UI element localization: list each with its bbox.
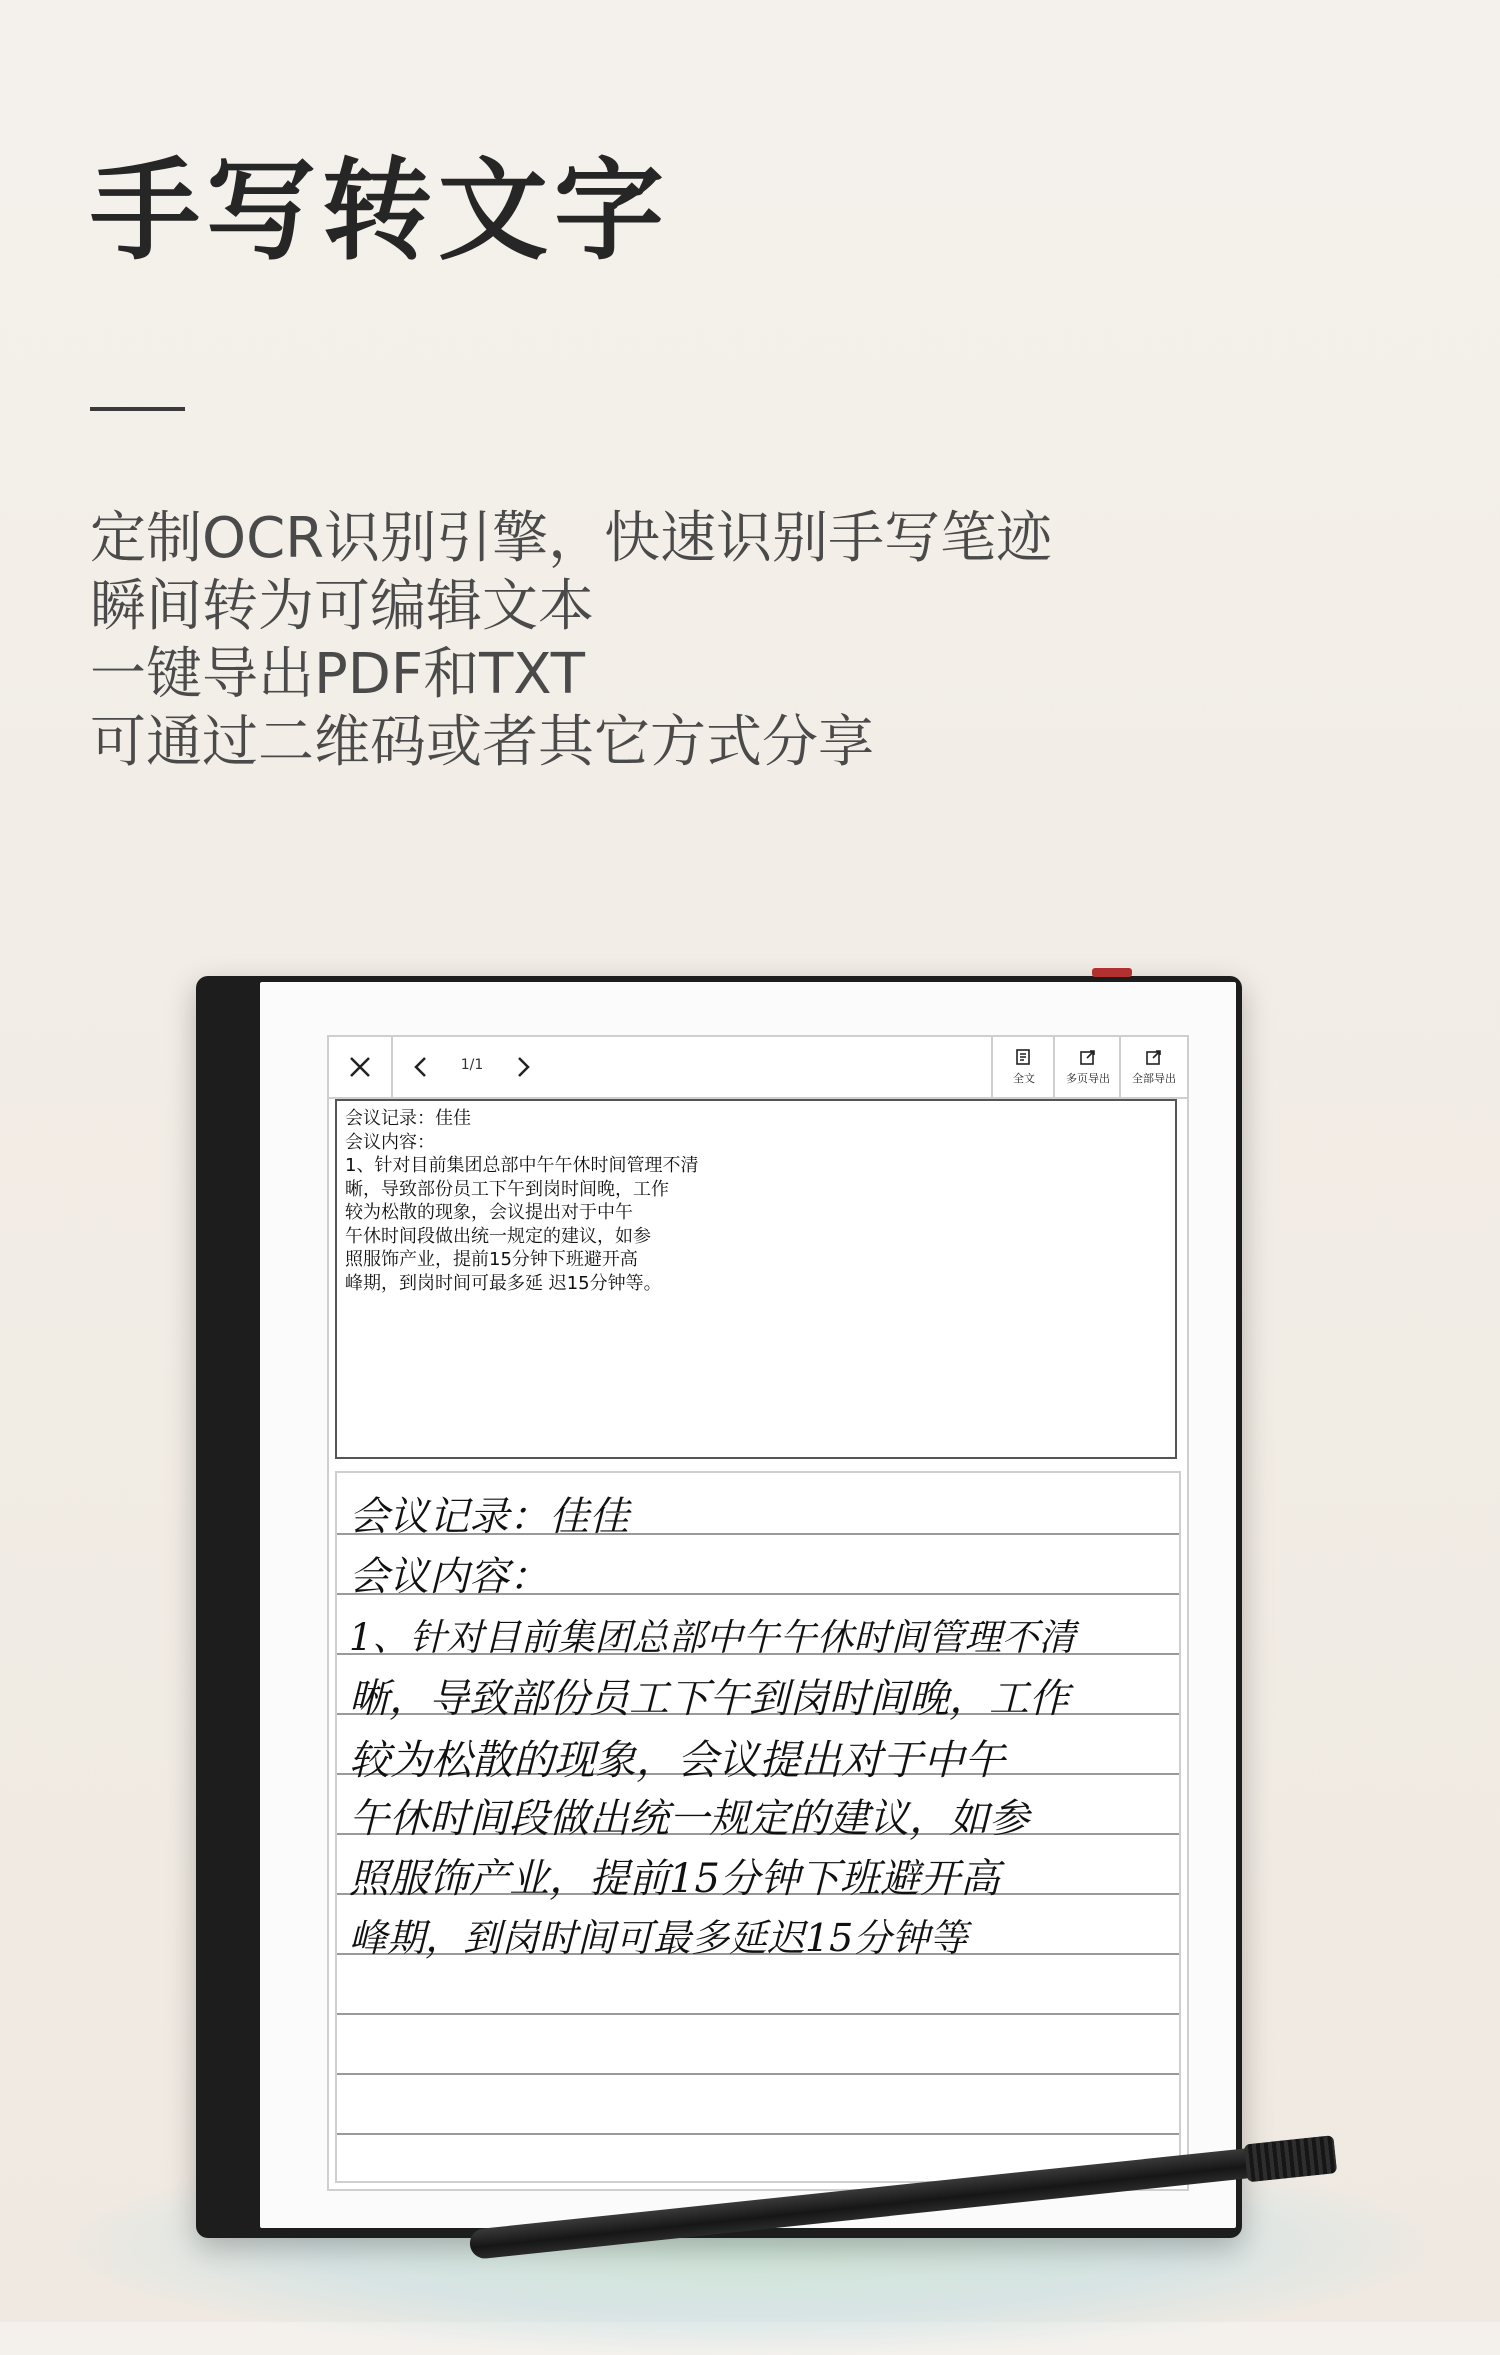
previous-page-button[interactable]: [399, 1037, 443, 1097]
stylus-cap: [1244, 2135, 1337, 2182]
description-line: 可通过二维码或者其它方式分享: [90, 710, 874, 775]
recognized-text-line: 较为松散的现象，会议提出对于中午: [345, 1202, 633, 1223]
e-ink-tablet: [196, 976, 1242, 2238]
recognized-text-line: 晰，导致部份员工下午到岗时间晚，工作: [345, 1178, 669, 1200]
ruled-line: [337, 2133, 1179, 2135]
tablet-screen: [260, 982, 1236, 2228]
headline-divider: [90, 407, 185, 411]
handwritten-line: 照服饰产业，提前15分钟下班避开高: [349, 1856, 1000, 1902]
handwriting-canvas[interactable]: [335, 1471, 1181, 2183]
description-line: 定制OCR识别引擎，快速识别手写笔迹: [90, 506, 1053, 571]
full-text-button[interactable]: [991, 1037, 1055, 1097]
page-headline: 手写转文字: [90, 146, 670, 275]
handwritten-line: 较为松散的现象，会议提出对于中午: [349, 1736, 1005, 1784]
ruled-line: [337, 2073, 1179, 2075]
full-text-label: 全文: [1013, 1072, 1035, 1085]
export-all-button[interactable]: [1119, 1037, 1187, 1097]
handwritten-line: 1、针对目前集团总部中午午休时间管理不清: [349, 1616, 1076, 1659]
page-indicator: 1/1: [460, 1057, 484, 1073]
recognized-text-line: 峰期，到岗时间可最多延 迟15分钟等。: [345, 1272, 662, 1294]
handwritten-line: 会议记录：佳佳: [349, 1494, 629, 1540]
handwritten-line: 峰期，到岗时间可最多延迟15分钟等: [349, 1916, 968, 1960]
recognized-text-line: 会议记录：佳佳: [345, 1108, 471, 1129]
full-text-icon: [1015, 1048, 1033, 1066]
chevron-left-icon: [411, 1054, 431, 1080]
export-icon: [1145, 1048, 1163, 1066]
handwritten-line: 会议内容：: [349, 1554, 549, 1600]
export-icon: [1079, 1048, 1097, 1066]
next-page-button[interactable]: [501, 1037, 545, 1097]
ruled-line: [337, 2013, 1179, 2015]
power-button: [1092, 968, 1132, 977]
app-toolbar: [329, 1037, 1187, 1099]
handwritten-line: 晰，导致部份员工下午到岗时间晚，工作: [349, 1676, 1069, 1722]
multi-page-export-button[interactable]: [1053, 1037, 1121, 1097]
handwritten-line: 午休时间段做出统一规定的建议，如参: [349, 1796, 1029, 1842]
chevron-right-icon: [513, 1054, 533, 1080]
export-all-label: 全部导出: [1132, 1072, 1176, 1085]
recognized-text-line: 午休时间段做出统一规定的建议，如参: [345, 1225, 651, 1247]
description-line: 瞬间转为可编辑文本: [90, 574, 594, 639]
feature-description: [90, 505, 1052, 777]
recognized-text-line: 照服饰产业，提前15分钟下班避开高: [345, 1249, 638, 1270]
ocr-app-window: [327, 1035, 1189, 2191]
recognized-text-line: 会议内容：: [345, 1131, 435, 1153]
recognized-text-box[interactable]: [335, 1099, 1177, 1459]
close-button[interactable]: [329, 1037, 393, 1097]
recognized-text-line: 1、针对目前集团总部中午午休时间管理不清: [345, 1155, 699, 1176]
description-line: 一键导出PDF和TXT: [90, 642, 585, 707]
close-icon: [347, 1054, 373, 1080]
multi-page-export-label: 多页导出: [1066, 1072, 1110, 1085]
